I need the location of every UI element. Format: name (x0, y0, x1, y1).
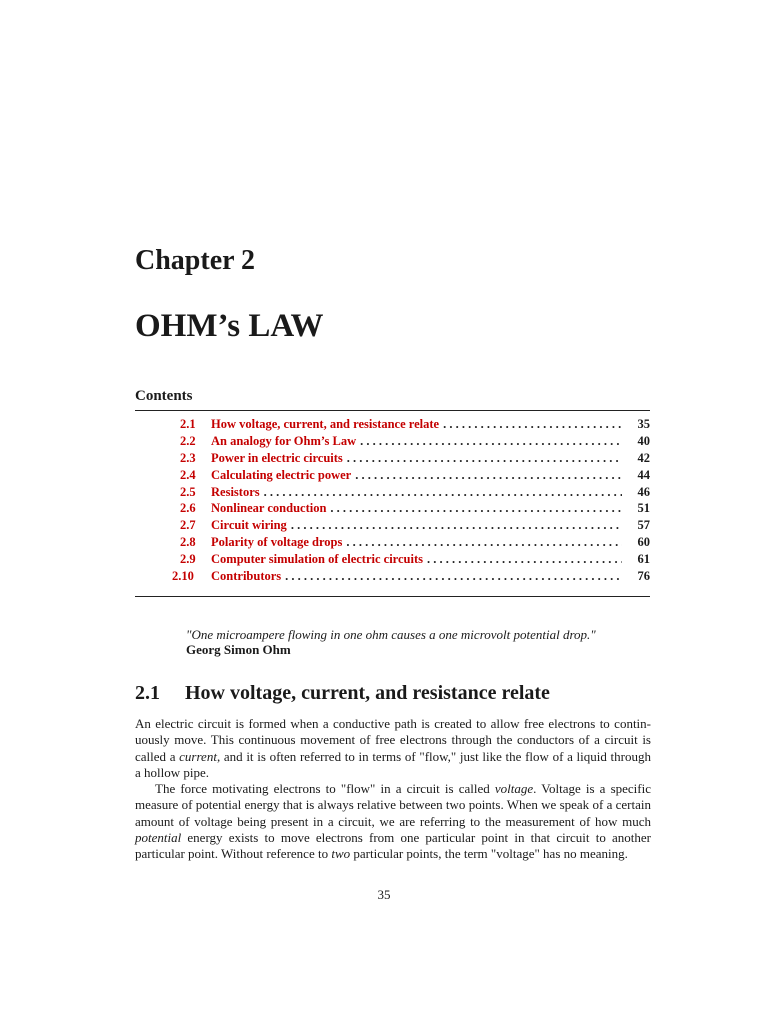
toc-leader-dots (285, 569, 622, 584)
toc-entry-2-5[interactable] (180, 485, 650, 502)
toc-entry-title[interactable]: Resistors (211, 484, 260, 499)
toc-leader-dots (330, 501, 622, 516)
toc-entry-number: 2.5 (180, 484, 196, 499)
section-number: 2.1 (135, 682, 160, 704)
toc-leader-dots (360, 434, 622, 449)
toc-leader-dots (443, 417, 622, 432)
body-text-run: , and it is often referred to in terms of "flow," just like the flow of a liquid through a hollow pipe. (135, 748, 651, 780)
toc-leader-dots (346, 535, 622, 550)
toc-leader-dots (347, 451, 622, 466)
toc-entry-2-8[interactable] (180, 535, 650, 552)
toc-entry-page: 60 (637, 535, 650, 550)
toc-entry-2-2[interactable] (180, 434, 650, 451)
toc-leader-dots (427, 552, 622, 567)
toc-entry-page: 76 (637, 569, 650, 584)
toc-entry-title[interactable]: Contributors (211, 569, 282, 584)
toc-leader-dots (291, 518, 622, 533)
toc-entry-2-1[interactable] (180, 417, 650, 434)
toc-entry-number: 2.8 (180, 535, 196, 550)
toc-entry-title[interactable]: Power in electric circuits (211, 450, 343, 465)
toc-entry-title[interactable]: Computer simulation of electric circuits (211, 552, 423, 567)
table-of-contents (172, 417, 650, 586)
section-body (135, 716, 651, 863)
body-emphasis: voltage (494, 781, 534, 797)
toc-entry-number: 2.10 (172, 569, 194, 584)
toc-entry-title[interactable]: Circuit wiring (211, 518, 287, 533)
epigraph-author: Georg Simon Ohm (186, 642, 291, 657)
toc-entry-number: 2.1 (180, 417, 196, 431)
toc-entry-title[interactable]: How voltage, current, and resistance relate (211, 417, 440, 431)
body-text-run: The force motivating electrons to "flow" in a circuit is called (155, 781, 495, 797)
chapter-label: Chapter 2 (135, 245, 256, 276)
toc-entry-number: 2.2 (180, 433, 196, 448)
toc-entry-number: 2.7 (180, 518, 196, 533)
toc-entry-number: 2.9 (180, 552, 196, 567)
toc-entry-number: 2.6 (180, 501, 196, 516)
toc-entry-title[interactable]: Nonlinear conduction (211, 501, 327, 516)
body-paragraph (135, 716, 651, 781)
toc-entry-title[interactable]: Polarity of voltage drops (211, 535, 343, 550)
toc-entry-page: 44 (637, 467, 650, 482)
section-title: How voltage, current, and resistance relate (185, 682, 550, 704)
body-text-run: An electric circuit is formed when a conductive path is created to allow free electrons to contin- uously move. This continuous movement of free electrons through the conductors of a circuit is called a (135, 716, 651, 764)
body-paragraph (135, 781, 651, 862)
toc-entry-2-7[interactable] (180, 518, 650, 535)
toc-entry-title[interactable]: An analogy for Ohm’s Law (211, 433, 357, 448)
body-emphasis: current (179, 748, 217, 764)
body-text-run: particular points, the term "voltage" has no meaning. (350, 846, 628, 862)
toc-entry-title[interactable]: Calculating electric power (211, 467, 352, 482)
contents-heading: Contents (135, 388, 193, 404)
toc-entry-page: 42 (637, 450, 650, 465)
body-text-run: energy exists to move electrons from one particular point in that circuit to another particular point. Without reference to (135, 830, 651, 862)
epigraph-quote: "One microampere flowing in one ohm causes a one microvolt potential drop." (186, 627, 596, 642)
body-text-run: . Voltage is a specific measure of potential energy that is always relative between two points. When we speak of a certain amount of voltage being present in a circuit, we are referring to the measurement of how much (135, 781, 651, 829)
section-heading (135, 680, 550, 706)
toc-entry-2-3[interactable] (180, 451, 650, 468)
toc-entry-page: 61 (637, 552, 650, 567)
toc-entry-page: 57 (637, 518, 650, 533)
toc-entry-page: 35 (637, 417, 650, 431)
page-number: 35 (377, 887, 391, 902)
toc-entry-page: 46 (637, 484, 650, 499)
body-emphasis: potential (135, 830, 182, 846)
toc-entry-2-4[interactable] (180, 468, 650, 485)
toc-entry-2-10[interactable] (172, 569, 650, 586)
toc-leader-dots (355, 468, 622, 483)
toc-entry-2-6[interactable] (180, 501, 650, 518)
toc-leader-dots (264, 485, 622, 500)
toc-entry-number: 2.3 (180, 450, 196, 465)
body-emphasis: two (331, 846, 351, 862)
toc-entry-number: 2.4 (180, 467, 196, 482)
toc-entry-page: 51 (637, 501, 650, 516)
toc-entry-2-9[interactable] (180, 552, 650, 569)
contents-bottom-rule (135, 596, 650, 597)
toc-entry-page: 40 (637, 433, 650, 448)
chapter-title: OHM’s LAW (135, 308, 324, 344)
contents-top-rule (135, 410, 650, 411)
